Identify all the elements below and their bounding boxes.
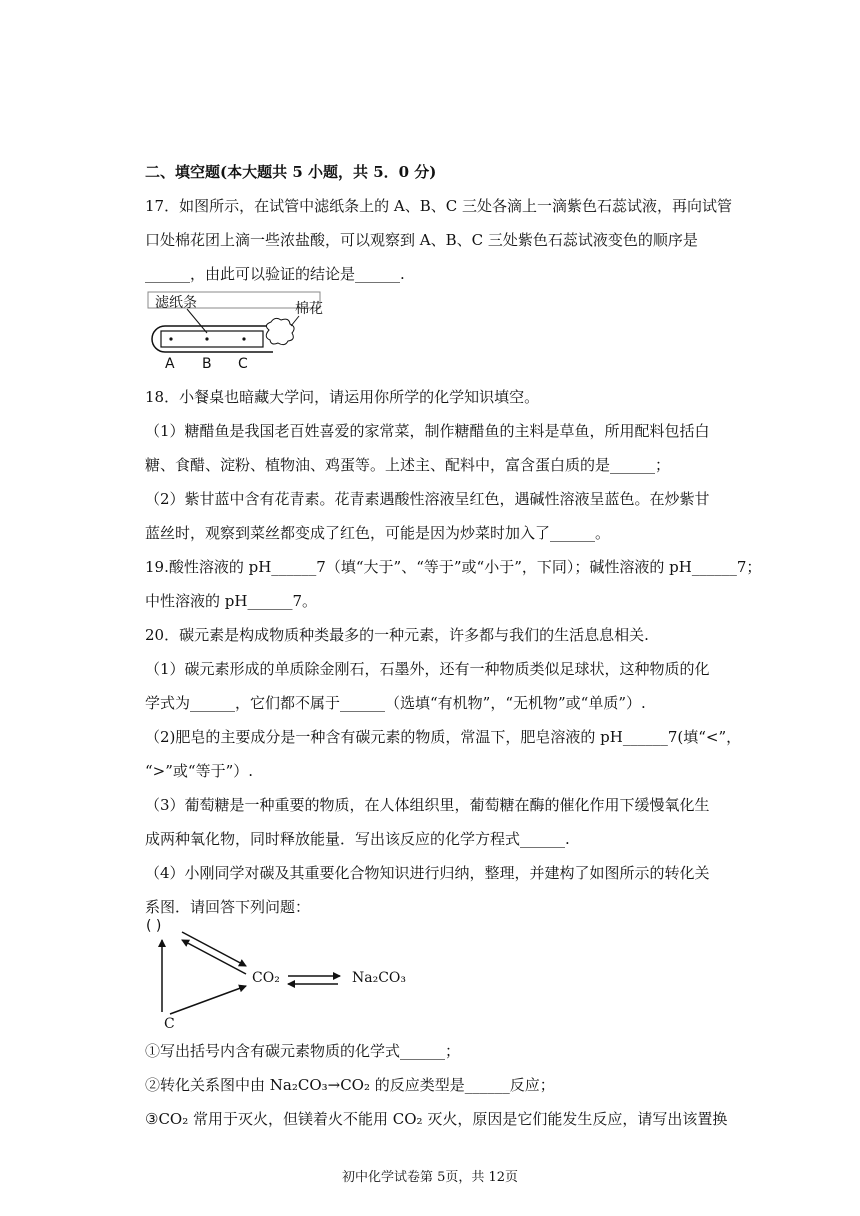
diagram-co2: CO₂ bbox=[252, 970, 280, 986]
label-cotton: 棉花 bbox=[295, 301, 323, 317]
q18-line-1: 18．小餐桌也暗藏大学问，请运用你所学的化学知识填空。 bbox=[145, 388, 540, 406]
diagram-blank: ( ) bbox=[146, 918, 162, 934]
label-filter-strip: 滤纸条 bbox=[155, 295, 197, 311]
q20-line-1: 20．碳元素是构成物质种类最多的一种元素，许多都与我们的生活息息相关. bbox=[145, 626, 649, 644]
q20-sub-3: ③CO₂ 常用于灭火，但镁着火不能用 CO₂ 灭火，原因是它们能发生反应，请写出该置换 bbox=[145, 1110, 728, 1128]
q19-line-1: 19.酸性溶液的 pH______7（填“大于”、“等于”或“小于”，下同）；碱性溶液的 pH______7； bbox=[145, 558, 762, 576]
q20-line-2: （1）碳元素形成的单质除金刚石，石墨外，还有一种物质类似足球状，这种物质的化 bbox=[145, 660, 710, 678]
q20-line-3: 学式为______，它们都不属于______（选填“有机物”，“无机物”或“单质”）. bbox=[145, 694, 646, 712]
label-c: C bbox=[238, 356, 248, 372]
carbon-conversion-diagram bbox=[140, 918, 420, 1036]
q20-line-8: （4）小刚同学对碳及其重要化合物知识进行归纳，整理，并建构了如图所示的转化关 bbox=[145, 864, 710, 882]
diagram-c: C bbox=[164, 1016, 175, 1032]
q20-sub-1: ①写出括号内含有碳元素物质的化学式______； bbox=[145, 1042, 461, 1060]
page-footer: 初中化学试卷第 5页，共 12页 bbox=[341, 1170, 519, 1185]
q20-line-9: 系图．请回答下列问题： bbox=[145, 898, 311, 916]
q20-line-5: “>”或“等于”）. bbox=[145, 762, 254, 780]
q17-line-2: 口处棉花团上滴一些浓盐酸，可以观察到 A、B、C 三处紫色石蕊试液变色的顺序是 bbox=[145, 231, 698, 249]
q18-line-2: （1）糖醋鱼是我国老百姓喜爱的家常菜，制作糖醋鱼的主料是草鱼，所用配料包括白 bbox=[145, 422, 710, 440]
label-a: A bbox=[165, 356, 175, 372]
test-tube-figure bbox=[145, 290, 335, 376]
q20-sub-2: ②转化关系图中由 Na₂CO₃→CO₂ 的反应类型是______反应； bbox=[145, 1076, 555, 1094]
q17-line-1: 17．如图所示，在试管中滤纸条上的 A、B、C 三处各滴上一滴紫色石蕊试液，再向试管 bbox=[145, 197, 732, 215]
q20-line-4: （2)肥皂的主要成分是一种含有碳元素的物质，常温下，肥皂溶液的 pH______7(填“<”， bbox=[145, 728, 742, 746]
section-title: 二、填空题(本大题共 5 小题，共 5．0 分) bbox=[145, 163, 437, 181]
q20-line-7: 成两种氧化物，同时释放能量．写出该反应的化学方程式______. bbox=[145, 830, 570, 848]
q17-line-3: ______，由此可以验证的结论是______. bbox=[145, 265, 405, 283]
q20-line-6: （3）葡萄糖是一种重要的物质，在人体组织里，葡萄糖在酶的催化作用下缓慢氧化生 bbox=[145, 796, 710, 814]
q19-line-2: 中性溶液的 pH______7。 bbox=[145, 592, 317, 610]
q18-line-3: 糖、食醋、淀粉、植物油、鸡蛋等。上述主、配料中，富含蛋白质的是______； bbox=[145, 456, 671, 474]
q18-line-4: （2）紫甘蓝中含有花青素。花青素遇酸性溶液呈红色，遇碱性溶液呈蓝色。在炒紫甘 bbox=[145, 490, 710, 508]
diagram-na2co3: Na₂CO₃ bbox=[352, 970, 407, 986]
label-b: B bbox=[202, 356, 212, 372]
q18-line-5: 蓝丝时，观察到菜丝都变成了红色，可能是因为炒菜时加入了______。 bbox=[145, 524, 611, 542]
